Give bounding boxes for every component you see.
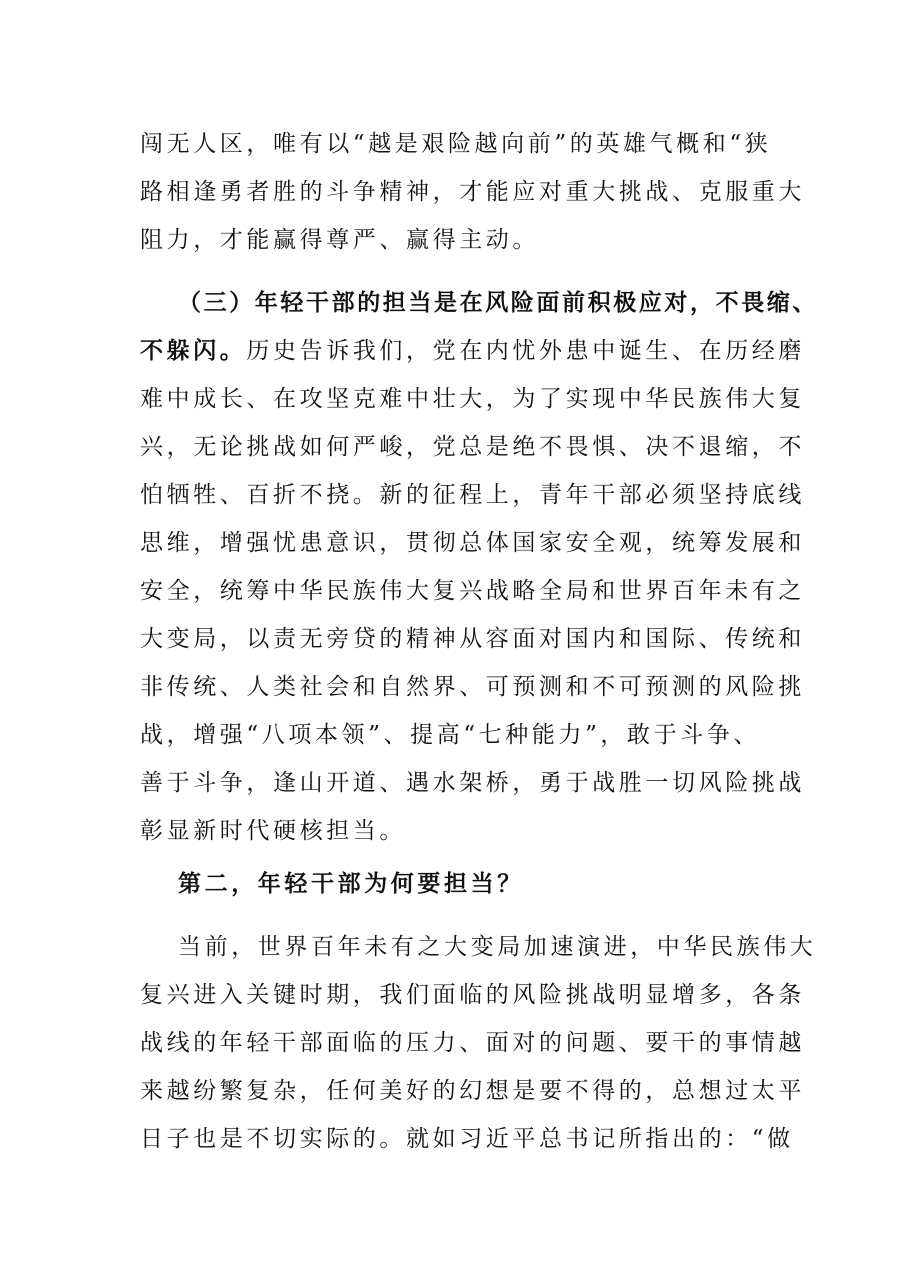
section3-line: 思维，增强忧患意识，贯彻总体国家安全观，统筹发展和 [140, 530, 805, 556]
para-last-line: 日子也是不切实际的。就如习近平总书记所指出的：“做 [140, 1126, 794, 1152]
section3-line-2-text: 历史告诉我们，党在内忧外患中诞生、在历经磨 [246, 338, 806, 364]
section3-line: 战，增强“八项本领”、提高“七种能力”，敢于斗争、 [140, 722, 761, 748]
section-two-heading: 第二，年轻干部为何要担当？ [178, 870, 524, 897]
section3-line: 难中成长、在攻坚克难中壮大，为了实现中华民族伟大复 [140, 386, 805, 412]
section3-line: 怕牺牲、百折不挠。新的征程上，青年干部必须坚持底线 [140, 482, 805, 508]
section3-line: 非传统、人类社会和自然界、可预测和不可预测的风险挑 [140, 674, 805, 700]
section3-heading: （三）年轻干部的担当是在风险面前积极应对，不畏缩、 [178, 289, 818, 316]
para1-line-3: 阻力，才能赢得尊严、赢得主动。 [140, 227, 539, 253]
para-last-line: 来越纷繁复杂，任何美好的幻想是要不得的，总想过太平 [140, 1078, 805, 1104]
para-last-line: 复兴进入关键时期，我们面临的风险挑战明显增多，各条 [140, 982, 805, 1008]
section3-line: 大变局，以责无旁贷的精神从容面对国内和国际、传统和 [140, 626, 805, 652]
para-last-line: 当前，世界百年未有之大变局加速演进，中华民族伟大 [178, 934, 817, 960]
section3-line: 彰显新时代硬核担当。 [140, 818, 406, 844]
para-last-line: 战线的年轻干部面临的压力、面对的问题、要干的事情越 [140, 1030, 805, 1056]
section3-line: 善于斗争，逢山开道、遇水架桥，勇于战胜一切风险挑战 [140, 770, 805, 796]
para1-line-1: 闯无人区，唯有以“越是艰险越向前”的英雄气概和“狭 [140, 131, 772, 157]
section3-line-2 [140, 336, 806, 366]
section3-line: 安全，统筹中华民族伟大复兴战略全局和世界百年未有之 [140, 578, 805, 604]
section3-heading-end: 不躲闪。 [140, 337, 247, 364]
para1-line-2: 路相逢勇者胜的斗争精神，才能应对重大挑战、克服重大 [140, 179, 805, 205]
section3-line: 兴，无论挑战如何严峻，党总是绝不畏惧、决不退缩，不 [140, 434, 805, 460]
